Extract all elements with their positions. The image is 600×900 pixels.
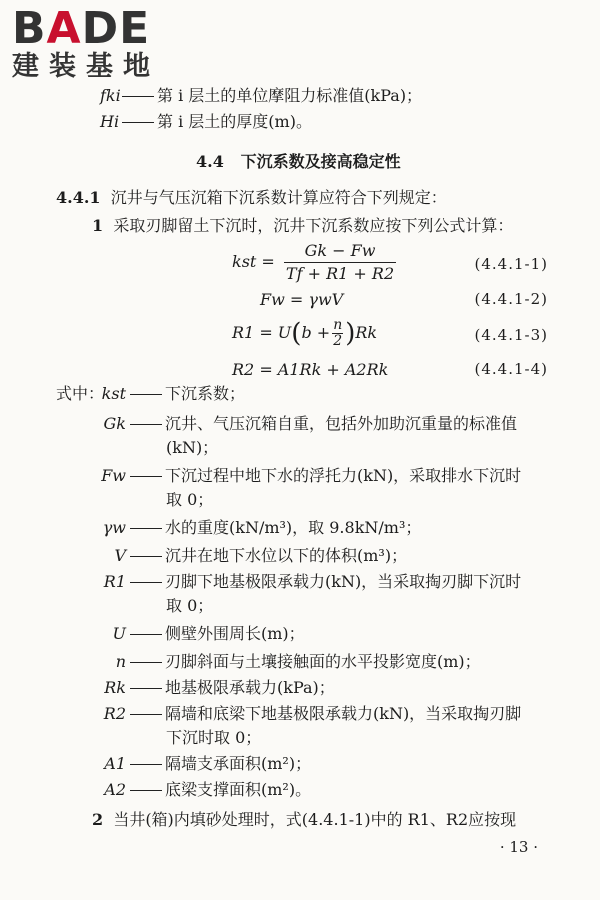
def-gk-cont: (kN)；: [166, 438, 219, 457]
formula-fraction: [332, 318, 343, 349]
def-symbol: R1: [103, 572, 126, 591]
formula-term: Rk: [355, 323, 378, 342]
def-text: 刃脚下地基极限承载力(kN)，当采取掏刃脚下沉时: [165, 572, 522, 591]
dash-rule: [130, 688, 162, 689]
dash-rule: [130, 528, 162, 529]
def-v: [100, 544, 407, 568]
dash-rule: [122, 122, 154, 123]
def-text: 刃脚斜面与土壤接触面的水平投影宽度(m)；: [165, 652, 481, 671]
dash-rule: [130, 662, 162, 663]
clause-text: 沉井与气压沉箱下沉系数计算应符合下列规定：: [110, 188, 447, 207]
item-text: 当井(箱)内填砂处理时，式(4.4.1-1)中的 R1、R2应按现: [113, 810, 517, 829]
formula-lhs: kst =: [232, 252, 275, 271]
dash-rule: [130, 556, 162, 557]
clause-number: 4.4.1: [56, 188, 101, 207]
dash-rule: [130, 790, 162, 791]
where-label: 式中：: [56, 384, 105, 403]
def-symbol: R2: [103, 704, 126, 723]
def-text: 下沉系数；: [165, 384, 246, 403]
eqno-4-4-1-3: (4.4.1-3): [474, 326, 548, 344]
paren-open: (: [291, 318, 302, 349]
formula-fraction: [284, 240, 396, 285]
dash-rule: [130, 476, 162, 477]
dash-rule: [130, 764, 162, 765]
formula-4-4-1-4: R2 = A1Rk + A2Rk: [232, 360, 389, 379]
def-symbol: γw: [102, 518, 126, 537]
section-number: 4.4: [196, 152, 224, 171]
def-symbol: Fw: [101, 466, 126, 485]
def-symbol: A2: [104, 780, 126, 799]
def-a2: [100, 778, 311, 802]
def-symbol: Rk: [104, 678, 126, 697]
def-r1: [100, 570, 521, 594]
section-heading: [196, 150, 401, 174]
def-symbol: Gk: [103, 414, 126, 433]
dash-rule: [122, 96, 154, 97]
site-logo: [12, 3, 202, 82]
dash-rule: [130, 634, 162, 635]
formula-term: b +: [301, 323, 331, 342]
item-2: [92, 808, 516, 832]
section-title: 下沉系数及接高稳定性: [240, 152, 401, 171]
formula-4-4-1-3: [232, 318, 377, 349]
def-symbol: kst: [101, 384, 126, 403]
def-symbol: V: [114, 546, 126, 565]
def-text: 沉井在地下水位以下的体积(m³)；: [165, 546, 408, 565]
def-kst: [100, 382, 245, 406]
def-gk: [100, 412, 517, 436]
def-text: 隔墙和底梁下地基极限承载力(kN)，当采取掏刃脚: [165, 704, 522, 723]
def-u: [100, 622, 305, 646]
def-symbol: fki: [100, 86, 121, 105]
def-text: 第 i 层土的单位摩阻力标准值(kPa)；: [157, 86, 423, 105]
def-r1-cont: 取 0；: [166, 596, 214, 615]
def-fw: [100, 464, 521, 488]
def-rk: [100, 676, 335, 700]
item-text: 采取刃脚留土下沉时，沉井下沉系数应按下列公式计算：: [113, 216, 514, 235]
eqno-4-4-1-4: (4.4.1-4): [474, 360, 548, 378]
clause-4-4-1: [56, 186, 447, 210]
formula-lhs: R1 = U: [232, 323, 292, 342]
eqno-4-4-1-1: (4.4.1-1): [474, 255, 548, 273]
def-symbol: Hi: [100, 112, 120, 131]
paren-close: ): [345, 318, 356, 349]
def-symbol: n: [115, 652, 126, 671]
formula-4-4-1-1: [232, 240, 400, 285]
item-1: [92, 214, 513, 238]
page-number: · 13 ·: [499, 838, 538, 856]
fraction-numerator: n: [333, 317, 343, 333]
def-fw-cont: 取 0；: [166, 490, 214, 509]
def-n: [100, 650, 481, 674]
formula-4-4-1-2: Fw = γwV: [260, 290, 344, 309]
def-text: 下沉过程中地下水的浮托力(kN)，采取排水下沉时: [165, 466, 522, 485]
def-symbol: A1: [104, 754, 126, 773]
dash-rule: [130, 714, 162, 715]
def-text: 地基极限承载力(kPa)；: [165, 678, 335, 697]
eqno-4-4-1-2: (4.4.1-2): [474, 290, 548, 308]
def-text: 底梁支撑面积(m²)。: [165, 780, 312, 799]
dash-rule: [130, 582, 162, 583]
def-text: 隔墙支承面积(m²)；: [165, 754, 312, 773]
logo-subtitle: 建装基地: [12, 51, 160, 82]
def-symbol: U: [112, 624, 126, 643]
item-number: 2: [92, 810, 104, 829]
def-gammaw: [100, 516, 421, 540]
dash-rule: [130, 394, 162, 395]
fraction-denominator: 2: [333, 333, 343, 349]
def-hi: [100, 110, 312, 134]
def-r2-cont: 下沉时取 0；: [166, 728, 262, 747]
def-fki: [100, 84, 422, 108]
item-number: 1: [92, 216, 104, 235]
logo-wordmark: BADE: [12, 3, 151, 54]
def-text: 第 i 层土的厚度(m)。: [157, 112, 312, 131]
def-text: 水的重度(kN/m³)，取 9.8kN/m³；: [165, 518, 422, 537]
def-text: 沉井、气压沉箱自重，包括外加助沉重量的标准值: [165, 414, 518, 433]
def-r2: [100, 702, 521, 726]
def-a1: [100, 752, 311, 776]
fraction-numerator: Gk − Fw: [284, 240, 396, 263]
def-text: 侧壁外围周长(m)；: [165, 624, 305, 643]
fraction-denominator: Tf + R1 + R2: [285, 264, 395, 283]
dash-rule: [130, 424, 162, 425]
